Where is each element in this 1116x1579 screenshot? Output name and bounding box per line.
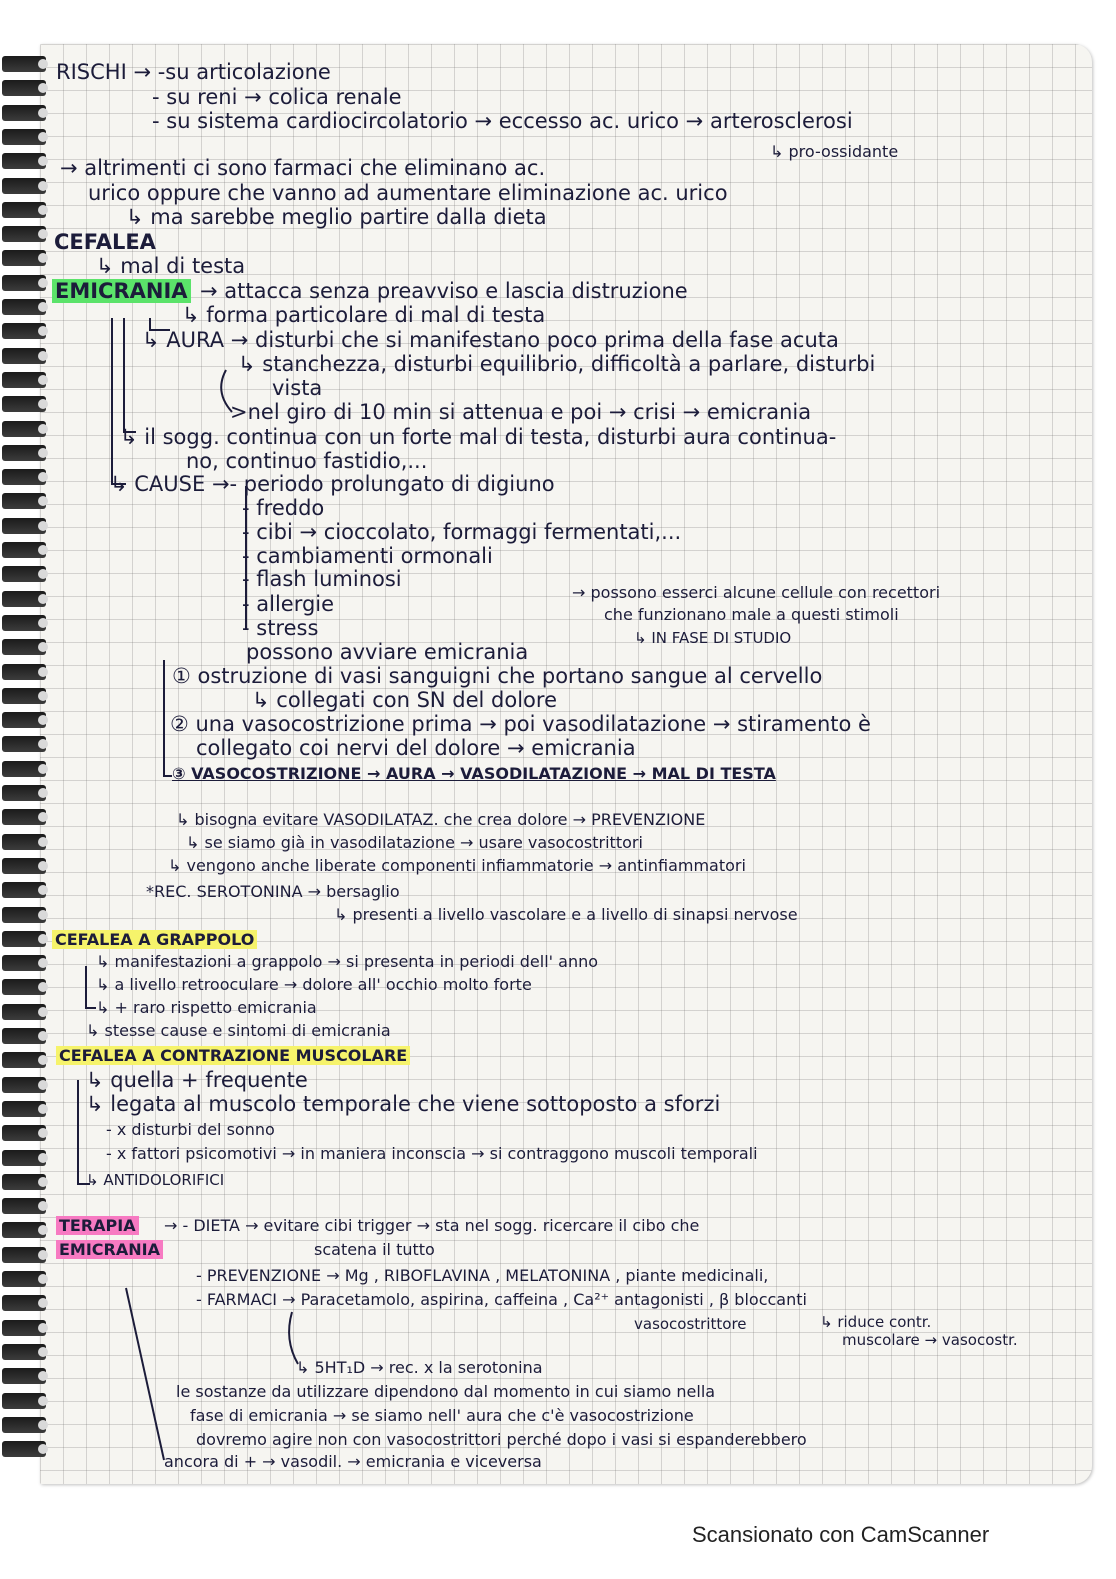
text-line: collegato coi nervi del dolore → emicrania: [196, 736, 636, 760]
text-line: ↳ + raro rispetto emicrania: [96, 998, 317, 1017]
text-line: le sostanze da utilizzare dipendono dal momento in cui siamo nella: [176, 1382, 716, 1401]
text-line: ↳ mal di testa: [96, 254, 246, 278]
text-line: → possono esserci alcune cellule con recettori: [572, 583, 941, 602]
text-line: possono avviare emicrania: [246, 640, 529, 664]
text-line: ↳ CAUSE →- periodo prolungato di digiuno: [110, 472, 555, 496]
text-line: ↳ il sogg. continua con un forte mal di testa, disturbi aura continua-: [120, 425, 837, 449]
text-line: ↳ ANTIDOLORIFICI: [86, 1171, 225, 1189]
text-line: ↳ pro-ossidante: [770, 142, 899, 161]
text-line: → altrimenti ci sono farmaci che eliminano ac.: [60, 156, 546, 180]
text-line: ② una vasocostrizione prima → poi vasodilatazione → stiramento è: [170, 712, 871, 736]
text-line: - cambiamenti ormonali: [242, 544, 493, 568]
section-heading-highlighted: EMICRANIA: [56, 1240, 163, 1259]
section-heading-highlighted: EMICRANIA: [52, 279, 191, 303]
text-line: ↳ manifestazioni a grappolo → si presenta in periodi dell' anno: [96, 952, 599, 971]
text-line: → - DIETA → evitare cibi trigger → sta nel sogg. ricercare il cibo che: [164, 1216, 700, 1235]
text-line: ↳ presenti a livello vascolare e a livello di sinapsi nervose: [334, 905, 798, 924]
text-line: ↳ stesse cause e sintomi di emicrania: [86, 1021, 391, 1040]
text-line: ↳ AURA → disturbi che si manifestano poco prima della fase acuta: [142, 328, 839, 352]
text-line: - FARMACI → Paracetamolo, aspirina, caffeina , Ca²⁺ antagonisti , β bloccanti: [196, 1290, 807, 1309]
text-line: urico oppure che vanno ad aumentare eliminazione ac. urico: [88, 181, 728, 205]
text-line: - freddo: [242, 496, 325, 520]
text-line: - su reni → colica renale: [152, 85, 402, 109]
text-line: - x fattori psicomotivi → in maniera inconscia → si contraggono muscoli temporali: [106, 1144, 758, 1163]
section-heading-highlighted: TERAPIA: [56, 1216, 139, 1235]
text-line: ↳ forma particolare di mal di testa: [182, 303, 546, 327]
text-line: ↳ collegati con SN del dolore: [252, 688, 558, 712]
text-line: ↳ ma sarebbe meglio partire dalla dieta: [126, 205, 547, 229]
section-heading: CEFALEA: [54, 230, 156, 254]
text-line: - PREVENZIONE → Mg , RIBOFLAVINA , MELATONINA , piante medicinali,: [196, 1266, 769, 1285]
text-line: ↳ quella + frequente: [86, 1068, 308, 1092]
text-line: - su sistema cardiocircolatorio → eccesso ac. urico → arterosclerosi: [152, 109, 853, 133]
text-line: no, continuo fastidio,...: [186, 449, 428, 473]
text-line: ↳ 5HT₁D → rec. x la serotonina: [296, 1358, 543, 1377]
text-line: vista: [272, 376, 323, 400]
text-line: >nel giro di 10 min si attenua e poi → crisi → emicrania: [230, 400, 812, 424]
text-line: scatena il tutto: [314, 1240, 435, 1259]
text-line: ↳ a livello retrooculare → dolore all' occhio molto forte: [96, 975, 532, 994]
text-line: ↳ vengono anche liberate componenti infiammatorie → antinfiammatori: [168, 856, 746, 875]
text-line: → attacca senza preavviso e lascia distruzione: [200, 279, 688, 303]
text-line: vasocostrittore: [634, 1315, 747, 1333]
text-line: ↳ se siamo già in vasodilatazione → usare vasocostrittori: [186, 833, 643, 852]
text-line: - cibi → cioccolato, formaggi fermentati,...: [242, 520, 682, 544]
text-line: ↳ riduce contr.: [820, 1313, 932, 1331]
section-heading-highlighted: CEFALEA A CONTRAZIONE MUSCOLARE: [56, 1046, 410, 1065]
text-line: RISCHI → -su articolazione: [56, 60, 331, 84]
text-line: *REC. SEROTONINA → bersaglio: [146, 882, 400, 901]
text-line: ↳ IN FASE DI STUDIO: [634, 629, 792, 647]
text-line: - x disturbi del sonno: [106, 1120, 275, 1139]
text-line: - allergie: [242, 592, 335, 616]
text-line: muscolare → vasocostr.: [842, 1331, 1018, 1349]
text-line: ↳ bisogna evitare VASODILATAZ. che crea dolore → PREVENZIONE: [176, 810, 706, 829]
text-line: che funzionano male a questi stimoli: [604, 605, 899, 624]
text-line: - flash luminosi: [242, 567, 402, 591]
text-line: ① ostruzione di vasi sanguigni che portano sangue al cervello: [172, 664, 823, 688]
text-line: ↳ stanchezza, disturbi equilibrio, difficoltà a parlare, disturbi: [238, 352, 876, 376]
text-line: dovremo agire non con vasocostrittori perché dopo i vasi si espanderebbero: [196, 1430, 807, 1449]
text-line: - stress: [242, 616, 319, 640]
scanner-watermark: Scansionato con CamScanner: [692, 1522, 990, 1547]
text-line: ancora di + → vasodil. → emicrania e viceversa: [164, 1452, 542, 1471]
text-line: ③ VASOCOSTRIZIONE → AURA → VASODILATAZIONE → MAL DI TESTA: [172, 764, 776, 783]
text-line: ↳ legata al muscolo temporale che viene sottoposto a sforzi: [86, 1092, 721, 1116]
text-line: fase di emicrania → se siamo nell' aura che c'è vasocostrizione: [190, 1406, 694, 1425]
section-heading-highlighted: CEFALEA A GRAPPOLO: [52, 930, 257, 949]
